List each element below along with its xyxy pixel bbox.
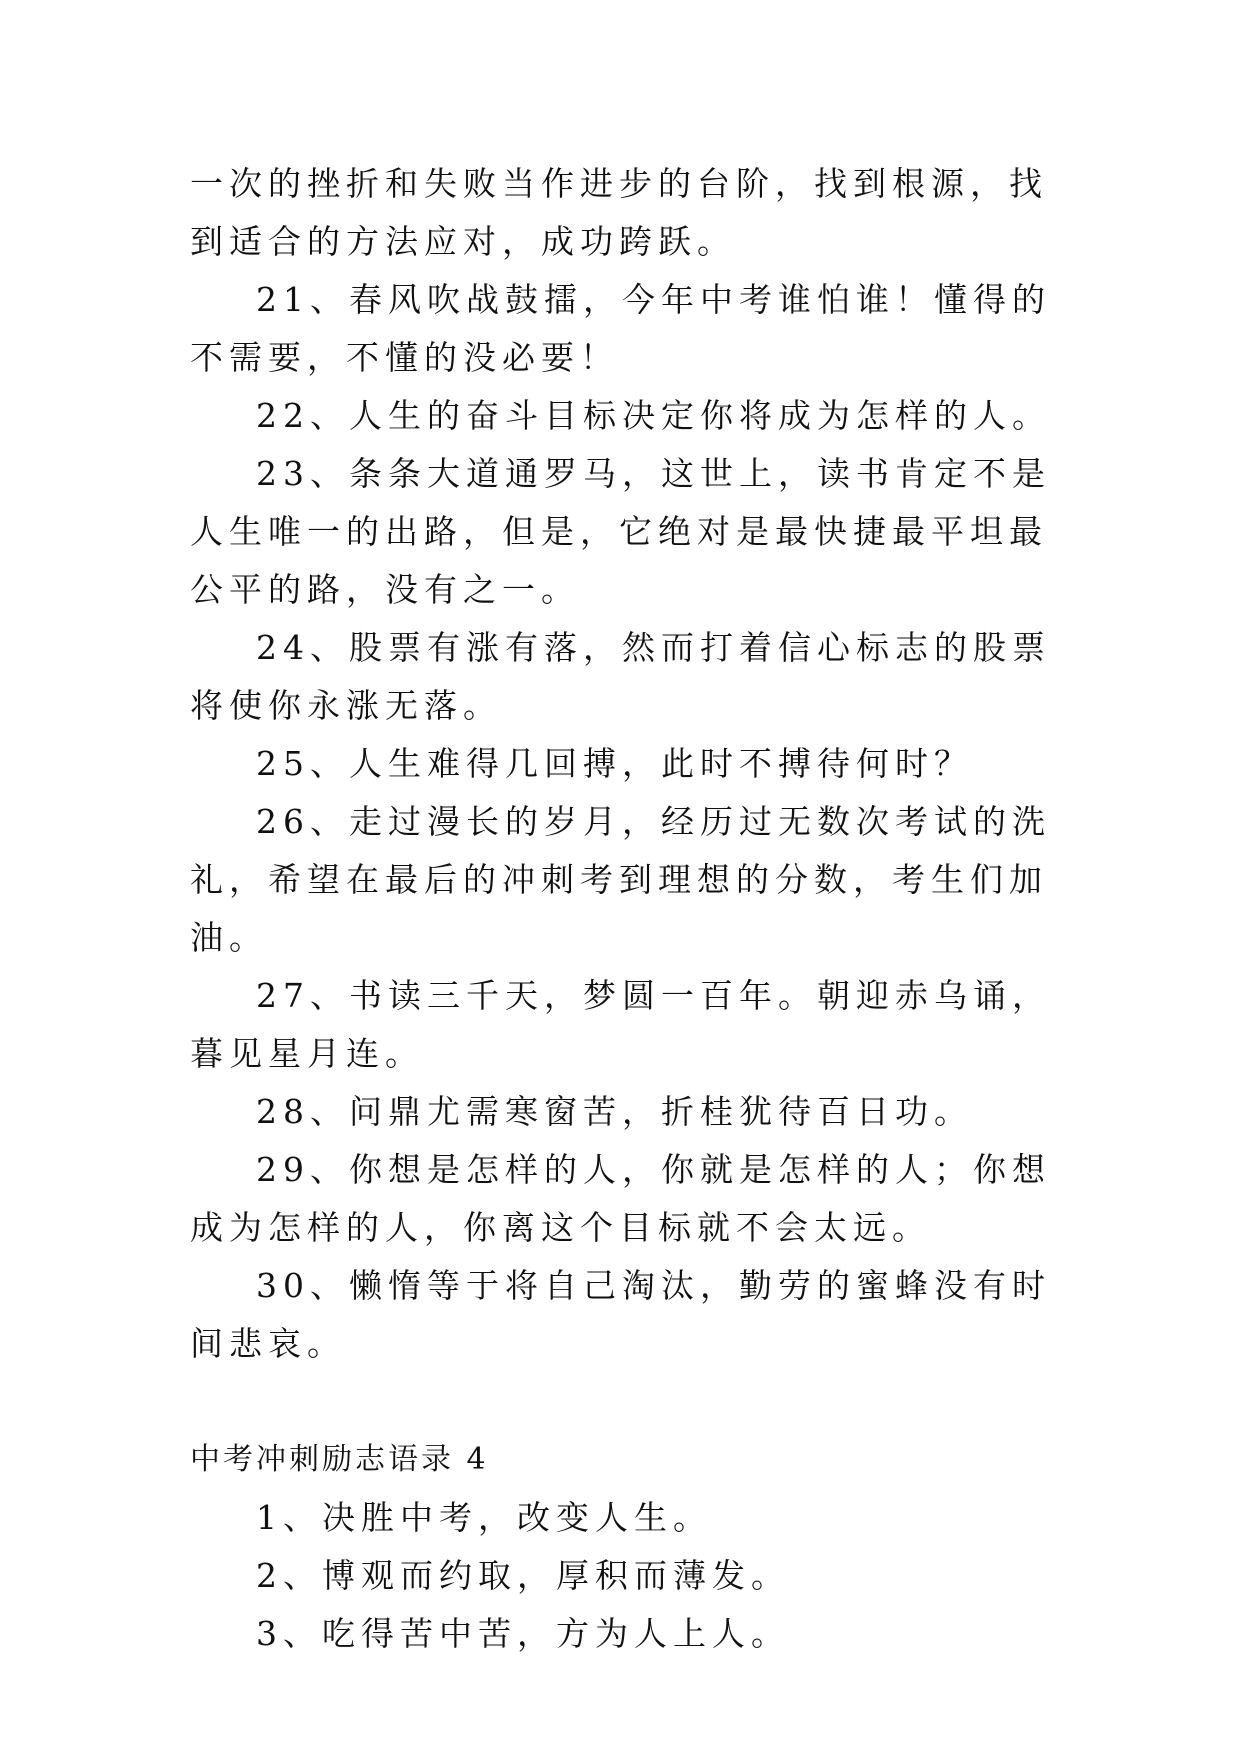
quote-item-3: 3、吃得苦中苦，方为人上人。 (256, 1614, 790, 1653)
section-heading: 中考冲刺励志语录 4 (190, 1442, 489, 1477)
quote-list-section-4 (190, 1489, 1070, 1663)
document-body (190, 155, 1070, 1663)
quote-item-2: 2、博观而约取，厚积而薄发。 (256, 1556, 790, 1595)
section-spacer (190, 1373, 1070, 1431)
quote-item-28: 28、问鼎尤需寒窗苦，折桂犹待百日功。 (256, 1092, 973, 1131)
quote-item-30: 30、懒惰等于将自己淘汰，勤劳的蜜蜂没有时间悲哀。 (190, 1266, 1051, 1363)
quote-item-22: 22、人生的奋斗目标决定你将成为怎样的人。 (256, 396, 1051, 435)
quote-list-continued (190, 271, 1070, 1373)
quote-item-23: 23、条条大道通罗马，这世上，读书肯定不是人生唯一的出路，但是，它绝对是最快捷最平坦最公平的路，没有之一。 (190, 454, 1051, 609)
quote-item-1: 1、决胜中考，改变人生。 (256, 1498, 712, 1537)
quote-item-27: 27、书读三千天，梦圆一百年。朝迎赤乌诵，暮见星月连。 (190, 976, 1051, 1073)
quote-item-26: 26、走过漫长的岁月，经历过无数次考试的洗礼，希望在最后的冲刺考到理想的分数，考生们加油。 (190, 802, 1051, 957)
quote-item-21: 21、春风吹战鼓擂，今年中考谁怕谁！懂得的不需要，不懂的没必要！ (190, 280, 1051, 377)
opening-paragraph: 一次的挫折和失败当作进步的台阶，找到根源，找到适合的方法应对，成功跨跃。 (190, 164, 1048, 261)
quote-item-29: 29、你想是怎样的人，你就是怎样的人；你想成为怎样的人，你离这个目标就不会太远。 (190, 1150, 1051, 1247)
quote-item-24: 24、股票有涨有落，然而打着信心标志的股票将使你永涨无落。 (190, 628, 1051, 725)
quote-item-25: 25、人生难得几回搏，此时不搏待何时？ (256, 744, 973, 783)
